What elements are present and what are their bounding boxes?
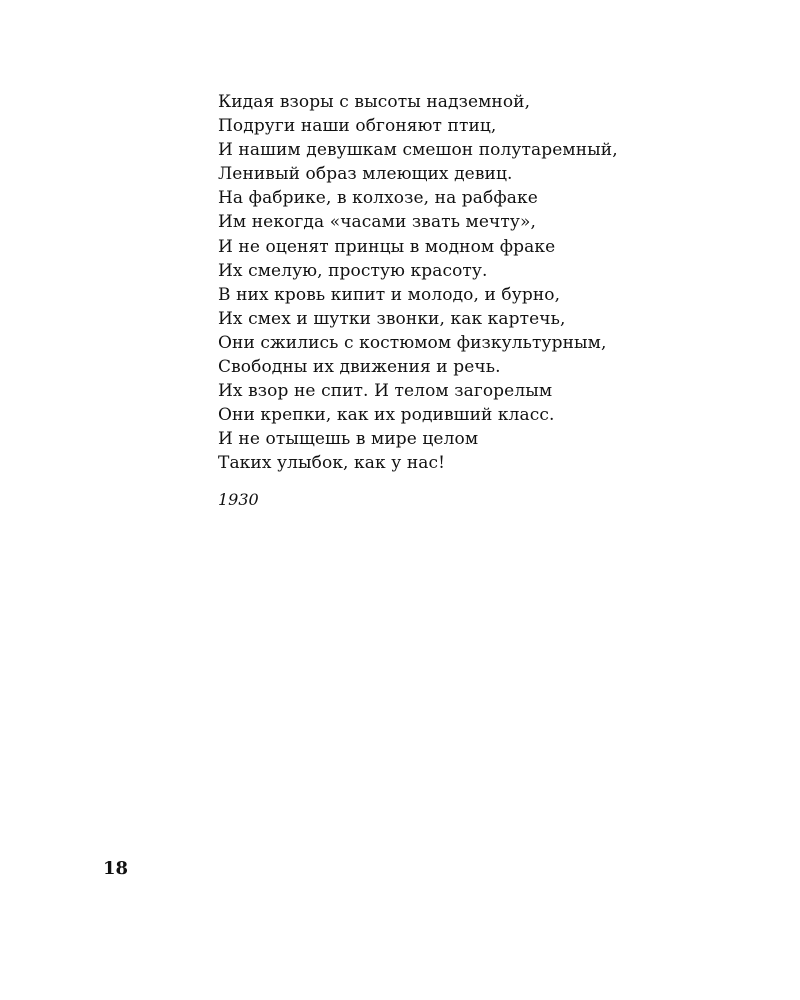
- poem-line: Их смелую, простую красоту.: [218, 260, 488, 281]
- poem-text: [218, 90, 778, 476]
- poem-line: Им некогда «часами звать мечту»,: [218, 212, 536, 233]
- poem-line: Их взор не спит. И телом загорелым: [218, 381, 553, 402]
- poem-line: На фабрике, в колхозе, на рабфаке: [218, 188, 538, 209]
- poem-line: И нашим девушкам смешон полутаремный,: [218, 140, 618, 161]
- poem-line: Кидая взоры с высоты надземной,: [218, 92, 531, 112]
- poem-line: Они сжились с костюмом физкультурным,: [218, 332, 607, 353]
- poem-line: Их смех и шутки звонки, как картечь,: [218, 308, 566, 329]
- poem-line: И не оценят принцы в модном фраке: [218, 236, 556, 257]
- poem-line: Они крепки, как их родивший класс.: [218, 405, 555, 426]
- poem-line: Таких улыбок, как у нас!: [218, 453, 446, 474]
- poem-date: 1930: [218, 490, 259, 509]
- poem-line: Подруги наши обгоняют птиц,: [218, 116, 497, 137]
- poem-line: Ленивый образ млеющих девиц.: [218, 164, 513, 185]
- poem-line: Свободны их движения и речь.: [218, 357, 501, 378]
- poem-line: В них кровь кипит и молодо, и бурно,: [218, 284, 561, 305]
- poem-line: И не отыщешь в мире целом: [218, 429, 479, 450]
- page-number: 18: [103, 858, 129, 879]
